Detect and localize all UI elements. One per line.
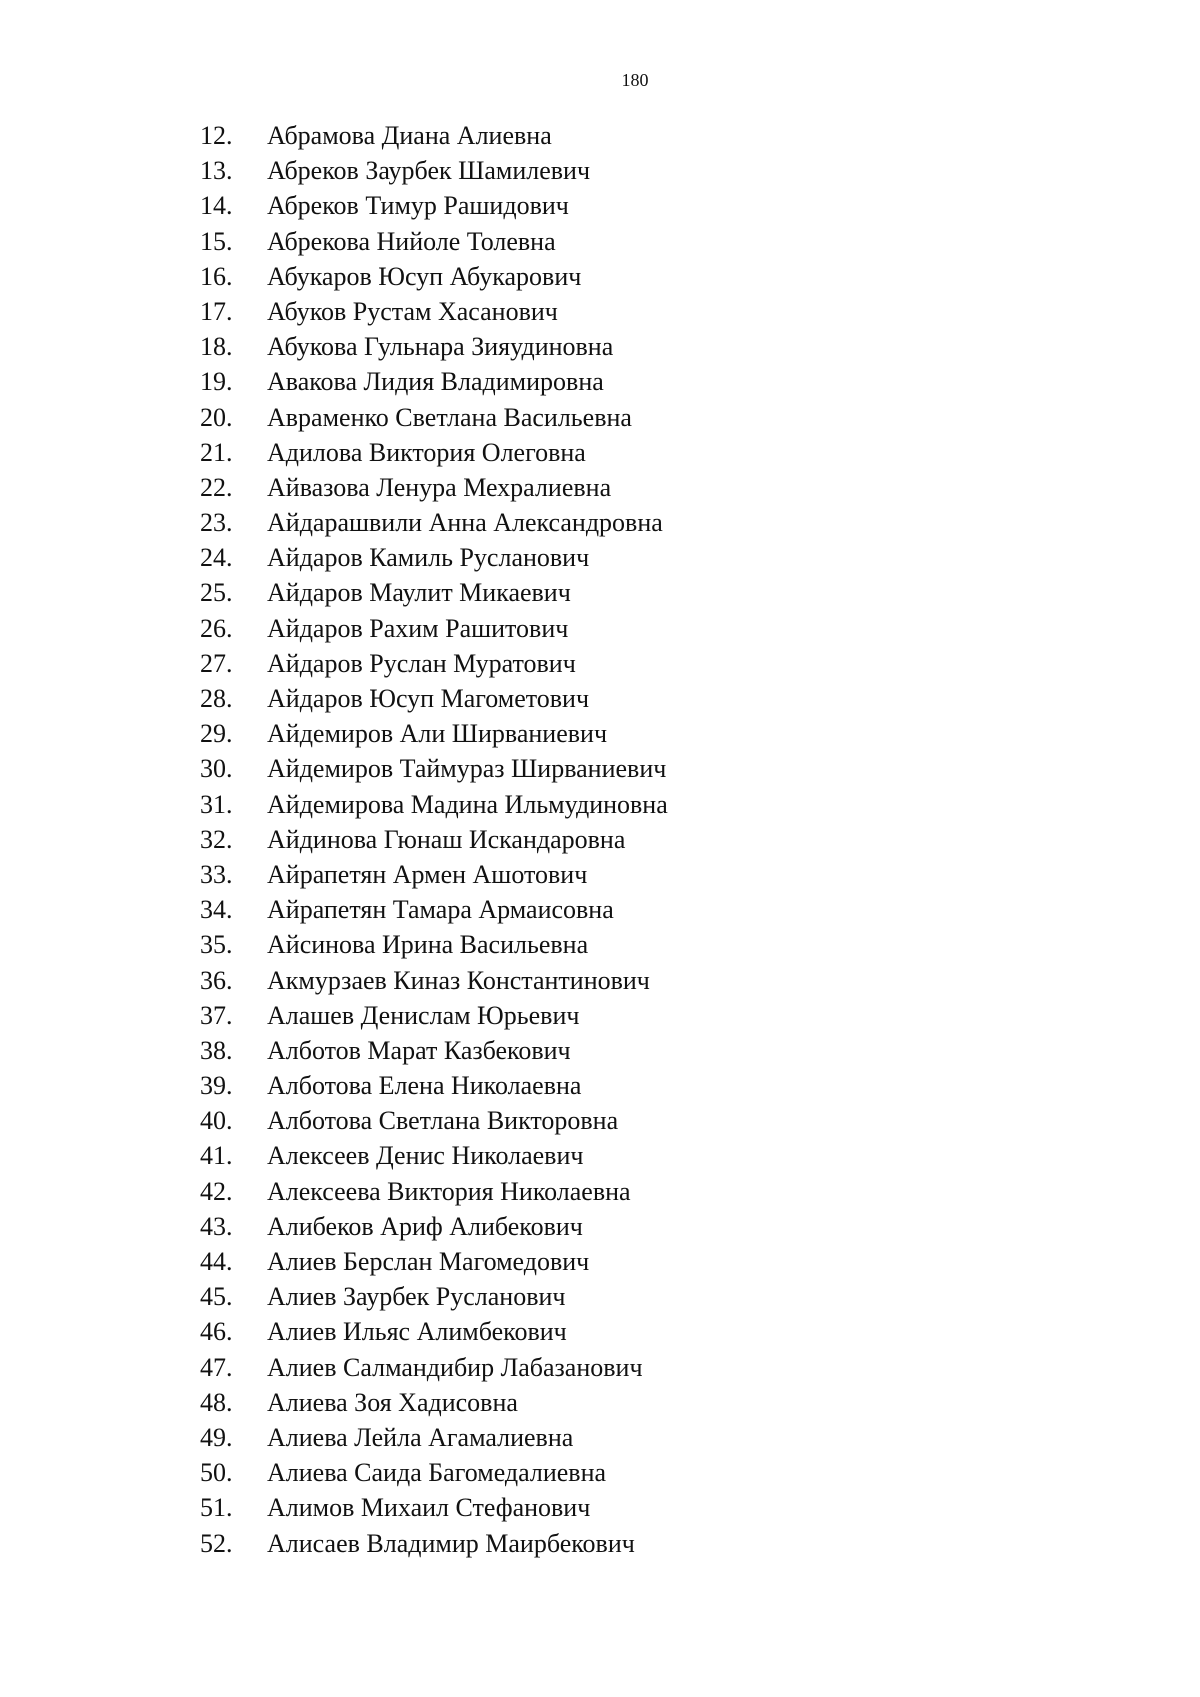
list-item-number: 12. [200, 121, 233, 150]
list-item-number: 49. [200, 1422, 233, 1452]
list-item-name: Алботова Светлана Викторовна [267, 1106, 619, 1136]
list-item [200, 364, 668, 399]
list-item [200, 716, 668, 751]
list-item [200, 857, 668, 892]
list-item-number: 22. [200, 472, 233, 502]
list-item-name: Абреков Заурбек Шамилевич [267, 156, 591, 186]
list-item [200, 400, 668, 435]
list-item-name: Абукова Гульнара Зияудиновна [267, 332, 614, 362]
list-item [200, 329, 668, 364]
list-item [200, 1103, 668, 1138]
list-item [200, 822, 668, 857]
list-item-number: 31. [200, 789, 233, 819]
name-list [200, 118, 668, 1561]
list-item-name: Абреков Тимур Рашидович [267, 191, 569, 221]
list-item-number: 42. [200, 1176, 233, 1206]
list-item-number: 46. [200, 1317, 233, 1347]
list-item-number: 33. [200, 859, 233, 889]
list-item-name: Алиева Зоя Хадисовна [267, 1387, 518, 1417]
list-item [200, 575, 668, 610]
list-item-number: 45. [200, 1282, 233, 1312]
list-item [200, 963, 668, 998]
list-item-name: Айдаров Руслан Муратович [267, 648, 576, 678]
list-item [200, 1420, 668, 1455]
list-item-number: 47. [200, 1352, 233, 1382]
list-item-name: Алимов Михаил Стефанович [267, 1493, 591, 1523]
list-item [200, 188, 668, 223]
list-item-name: Алексеева Виктория Николаевна [267, 1176, 631, 1206]
list-item-number: 19. [200, 367, 233, 397]
list-item-name: Алиева Саида Багомедалиевна [267, 1458, 607, 1488]
list-item-number: 28. [200, 684, 233, 713]
list-item [200, 927, 668, 962]
list-item-name: Абуков Рустам Хасанович [267, 296, 558, 326]
list-item-number: 44. [200, 1247, 233, 1276]
list-item [200, 1314, 668, 1349]
list-item [200, 1526, 668, 1561]
list-item-name: Алексеев Денис Николаевич [267, 1141, 584, 1171]
list-item-number: 21. [200, 437, 233, 467]
list-item-name: Айдемирова Мадина Ильмудиновна [267, 789, 668, 819]
list-item-number: 25. [200, 578, 233, 608]
list-item-number: 38. [200, 1035, 233, 1065]
list-item [200, 505, 668, 540]
list-item [200, 1385, 668, 1420]
list-item-name: Айрапетян Тамара Армаисовна [267, 895, 614, 925]
list-item [200, 224, 668, 259]
list-item-number: 15. [200, 226, 233, 256]
list-item-name: Авраменко Светлана Васильевна [267, 402, 632, 432]
list-item-name: Алиев Ильяс Алимбекович [267, 1317, 567, 1347]
list-item-number: 36. [200, 965, 233, 995]
list-item-name: Алботова Елена Николаевна [267, 1071, 582, 1101]
list-item [200, 646, 668, 681]
list-item-number: 29. [200, 719, 233, 749]
list-item-name: Алиева Лейла Агамалиевна [267, 1422, 574, 1452]
list-item [200, 118, 668, 153]
list-item [200, 1244, 668, 1279]
list-item-name: Алботов Марат Казбекович [267, 1035, 571, 1065]
list-item-number: 48. [200, 1387, 233, 1417]
list-item-name: Айдемиров Али Ширваниевич [267, 719, 608, 749]
list-item-number: 20. [200, 402, 233, 432]
list-item [200, 1209, 668, 1244]
list-item-name: Айвазова Ленура Мехралиевна [267, 472, 612, 502]
list-item [200, 1138, 668, 1173]
list-item-number: 51. [200, 1493, 233, 1523]
list-item-name: Абрамова Диана Алиевна [267, 121, 552, 150]
list-item-number: 27. [200, 648, 233, 678]
list-item [200, 998, 668, 1033]
page-number: 180 [621, 70, 649, 90]
list-item-number: 41. [200, 1141, 233, 1171]
list-item [200, 1033, 668, 1068]
list-item-name: Акмурзаев Киназ Константинович [267, 965, 650, 995]
list-item-name: Алиев Заурбек Русланович [267, 1282, 566, 1312]
list-item-name: Алашев Денислам Юрьевич [267, 1000, 580, 1030]
list-item [200, 294, 668, 329]
list-item-number: 50. [200, 1458, 233, 1488]
list-item [200, 435, 668, 470]
list-item-name: Айдинова Гюнаш Искандаровна [267, 824, 626, 854]
list-item-number: 17. [200, 296, 233, 326]
list-item-name: Айдаров Юсуп Магометович [267, 684, 590, 713]
list-item-number: 18. [200, 332, 233, 362]
list-item [200, 892, 668, 927]
list-item [200, 681, 668, 716]
list-item [200, 259, 668, 294]
list-item-name: Айдаров Маулит Микаевич [267, 578, 571, 608]
list-item-name: Айрапетян Армен Ашотович [267, 859, 588, 889]
list-item-number: 26. [200, 613, 233, 643]
list-item-number: 52. [200, 1528, 233, 1558]
list-item-name: Айдаров Рахим Рашитович [267, 613, 569, 643]
list-item [200, 153, 668, 188]
list-item-number: 32. [200, 824, 233, 854]
list-item-name: Айдарашвили Анна Александровна [267, 508, 663, 538]
list-item-number: 14. [200, 191, 233, 221]
list-item-name: Адилова Виктория Олеговна [267, 437, 586, 467]
list-item-number: 40. [200, 1106, 233, 1136]
list-item-name: Айдемиров Таймураз Ширваниевич [267, 754, 667, 784]
list-item-number: 37. [200, 1000, 233, 1030]
list-item-number: 30. [200, 754, 233, 784]
list-item-number: 24. [200, 543, 233, 573]
list-item-name: Абукаров Юсуп Абукарович [267, 261, 582, 291]
list-item-name: Алиев Берслан Магомедович [267, 1247, 590, 1276]
list-item-name: Айсинова Ирина Васильевна [267, 930, 589, 960]
list-item [200, 787, 668, 822]
list-item [200, 611, 668, 646]
list-item-name: Алисаев Владимир Маирбекович [267, 1528, 635, 1558]
list-item [200, 1279, 668, 1314]
list-item-name: Айдаров Камиль Русланович [267, 543, 590, 573]
list-item-name: Авакова Лидия Владимировна [267, 367, 604, 397]
list-item-number: 35. [200, 930, 233, 960]
list-item [200, 751, 668, 786]
list-item-name: Абрекова Нийоле Толевна [267, 226, 556, 256]
list-item-name: Алиев Салмандибир Лабазанович [267, 1352, 643, 1382]
list-item [200, 540, 668, 575]
list-item-number: 43. [200, 1211, 233, 1241]
list-item [200, 470, 668, 505]
list-item [200, 1174, 668, 1209]
list-item-number: 13. [200, 156, 233, 186]
list-item-number: 34. [200, 895, 233, 925]
list-item [200, 1490, 668, 1525]
list-item [200, 1350, 668, 1385]
list-item-number: 23. [200, 508, 233, 538]
list-item [200, 1455, 668, 1490]
list-item-number: 39. [200, 1071, 233, 1101]
list-item [200, 1068, 668, 1103]
list-item-name: Алибеков Ариф Алибекович [267, 1211, 583, 1241]
list-item-number: 16. [200, 261, 233, 291]
